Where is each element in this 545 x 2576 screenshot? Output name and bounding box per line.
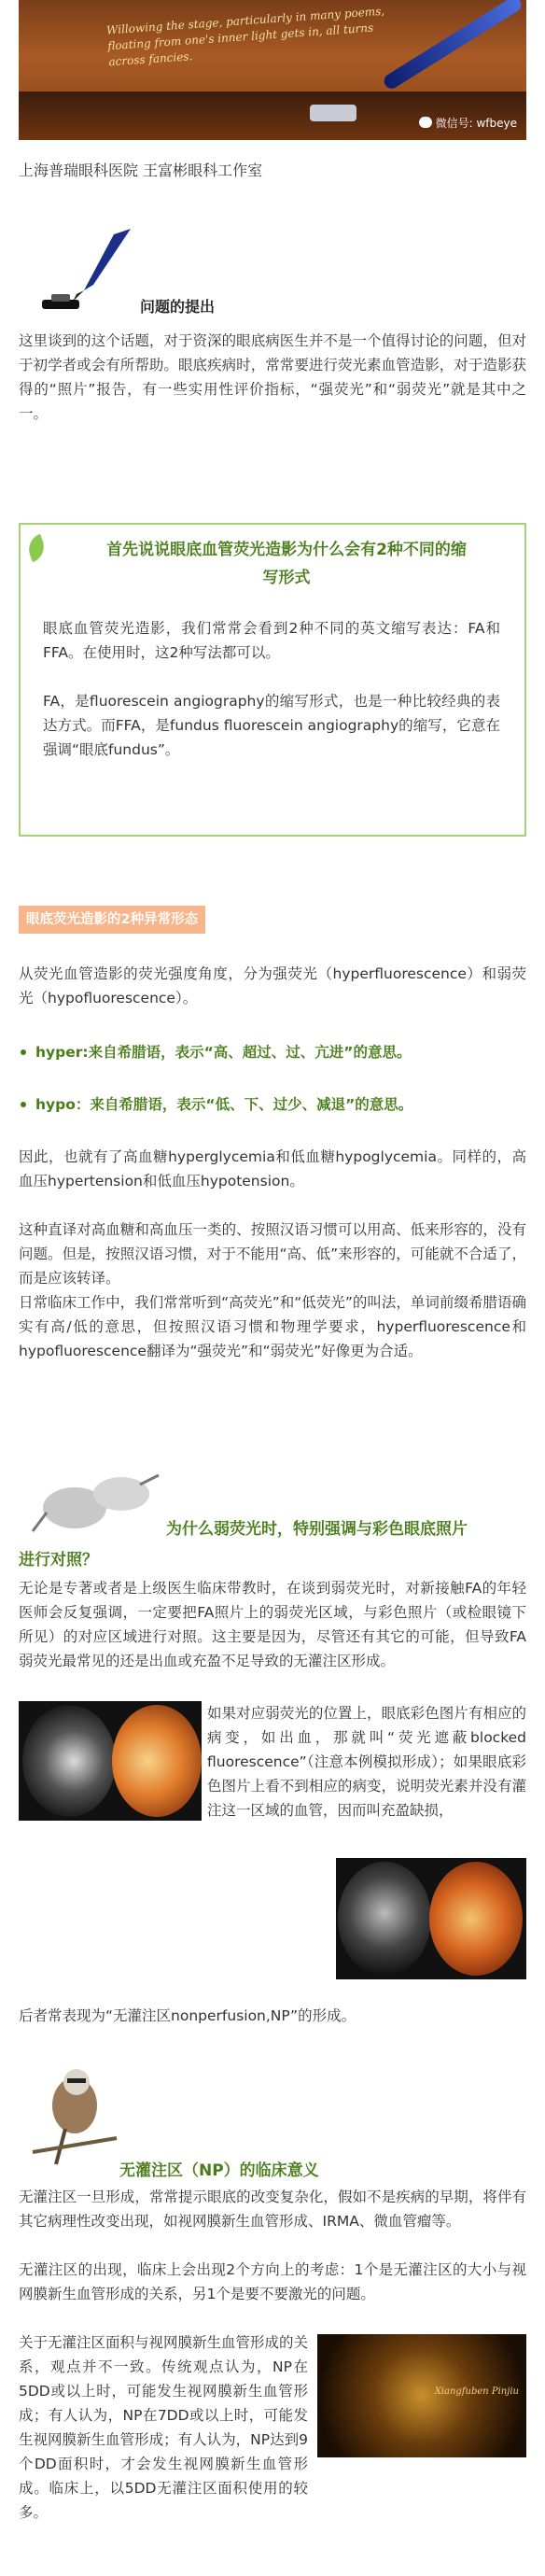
section4-paragraph-3: 关于无灌注区面积与视网膜新生血管形成的关系，观点并不一致。传统观点认为，NP在5DD或以上时，可能发生视网膜新生血管形成；有人认为，NP在7DD或以上时，可能发生视网膜新生血管形成；有人认为，NP达到9个DD面积时，才会发生视网膜新生血管形成。临床上，以5DD无灌注区面积使用的较多。 — [19, 2334, 309, 2521]
image-watermark-label: Xiangfuben Pinjiu — [434, 2386, 519, 2397]
section4-paragraph-1: 无灌注区一旦形成，常常提示眼底的改变复杂化，假如不是疾病的早期，将伴有其它病理性改变出现，如视网膜新生血管形成、IRMA、微血管瘤等。 — [19, 2189, 526, 2230]
section4-title: 无灌注区（NP）的临床意义 — [119, 2161, 319, 2180]
pen-stand-image — [310, 105, 356, 121]
hero-script-text: Willowing the stage, particularly in many poems, floating from one's inner light gets in, all turns across fancies. — [105, 4, 385, 69]
shrike-bird-icon — [28, 2063, 121, 2171]
fa-ffa-box — [19, 523, 526, 837]
leaf-icon — [24, 534, 49, 563]
section4-paragraph-2: 无灌注区的出现，临床上会出现2个方向上的考虑：1个是无灌注区的大小与视网膜新生血管形成的关系，另1个是要不要激光的问题。 — [19, 2261, 526, 2302]
section3-paragraph-1: 无论是专著或者是上级医生临床带教时，在谈到弱荧光时，对新接触FA的年轻医师会反复强调，一定要把FA照片上的弱荧光区域，与彩色照片（或检眼镜下所见）的对应区域进行对照。这主要是因为，尽管还有其它的可能，但导致FA弱荧光最常见的还是出血或充盈不足导致的无灌注区形成。 — [19, 1580, 526, 1669]
box-title: 首先说说眼底血管荧光造影为什么会有2种不同的缩 写形式 — [106, 541, 467, 587]
box-paragraph-1: 眼底血管荧光造影，我们常常会看到2种不同的英文缩写表达：FA和FFA。在使用时，这2种写法都可以。 — [43, 620, 500, 661]
wechat-watermark — [419, 115, 517, 131]
fundus-angiogram-image — [317, 2334, 526, 2457]
section3-title: 为什么弱荧光时，特别强调与彩色眼底照片 — [166, 1520, 468, 1539]
section-title-problem: 问题的提出 — [140, 298, 216, 316]
box-paragraph-2: FA，是fluorescein angiography的缩写形式，也是一种比较经典的表达方式。而FFA，是fundus fluorescein angiography的缩写，它意在强调“眼底fundus”。 — [43, 693, 500, 758]
wechat-icon — [419, 117, 432, 128]
fundus-fa-and-color-photo-2 — [336, 1858, 526, 1979]
fundus-fa-and-color-photo-1 — [19, 1701, 202, 1821]
section2-paragraph-2: 这种直译对高血糖和高血压一类的、按照汉语习惯可以用高、低来形容的，没有问题。但是，按照汉语习惯，对于不能用“高、低”来形容的，可能就不合适了，而是应该转译。 — [19, 1221, 526, 1287]
section-badge-abnormal-forms: 眼底荧光造影的2种异常形态 — [19, 906, 205, 934]
section3-paragraph-2a: 如果对应弱荧光的位置上，眼底彩色图片有相应的病变，如出血，那就叫“荧光遮蔽blocked fluorescence”（注意本例模拟形成）；如果眼底彩色图片上看不到相应的病变，说明荧光素并没有灌注这一区域的血管，因而叫充盈缺损， — [207, 1705, 526, 1819]
quill-icon — [28, 229, 131, 317]
section2-paragraph-1: 因此，也就有了高血糖hyperglycemia和低血糖hypoglycemia。同样的，高血压hypertension和低血压hypotension。 — [19, 1148, 526, 1189]
bullet-hyper: hyper:来自希腊语，表示“高、超过、过、亢进”的意思。 — [35, 1040, 521, 1064]
section2-intro: 从荧光血管造影的荧光强度角度，分为强荧光（hyperfluorescence）和弱荧光（hypofluorescence）。 — [19, 965, 526, 1006]
section2-paragraph-3: 日常临床工作中，我们常常听到“高荧光”和“低荧光”的叫法，单词前缀希腊语确实有高/低的意思，但按照汉语习惯和物理学要求，hyperfluorescence和hypofluorescence翻译为“强荧光”和“弱荧光”好像更为合适。 — [19, 1294, 526, 1359]
quill-pen-image — [382, 0, 524, 91]
wechat-id-label: 微信号: wfbeye — [435, 117, 517, 130]
section3-title-line2: 进行对照？ — [19, 1551, 98, 1570]
hero-banner-image — [19, 0, 526, 140]
section-body-problem: 这里谈到的这个话题，对于资深的眼底病医生并不是一个值得讨论的问题，但对于初学者或会有所帮助。眼底疾病时，常常要进行荧光素血管造影，对于造影获得的“照片”报告，有一些实用性评价指标，“强荧光”和“弱荧光”就是其中之一。 — [19, 332, 526, 422]
studio-header: 上海普瑞眼科医院 王富彬眼科工作室 — [19, 162, 263, 179]
bird-sketch-icon — [28, 1457, 168, 1550]
bullet-hypo: hypo：来自希腊语，表示“低、下、过少、减退”的意思。 — [35, 1092, 521, 1117]
section3-paragraph-3: 后者常表现为“无灌注区nonperfusion,NP”的形成。 — [19, 2007, 356, 2024]
